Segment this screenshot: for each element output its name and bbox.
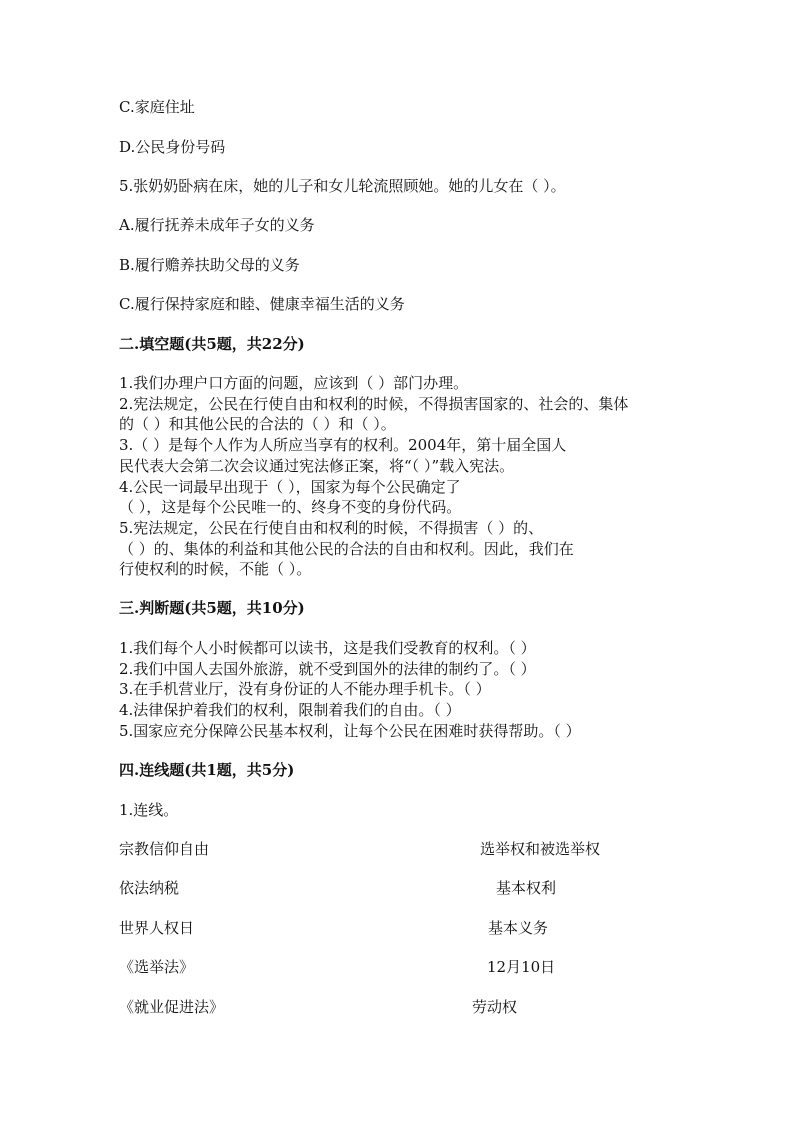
fill-line: 5.宪法规定，公民在行使自由和权利的时候，不得损害（ ）的、 [119,519,544,537]
match-right-item: 选举权和被选举权 [480,840,601,858]
fill-line: 4.公民一词最早出现于（ ），国家为每个公民确定了 [119,478,461,496]
match-right-item: 12月10日 [487,958,556,976]
match-left-item: 《选举法》 [119,958,195,976]
match-right-item: 基本权利 [496,879,557,897]
q4-option-c: C.家庭住址 [119,98,195,116]
judge-line: 2.我们中国人去国外旅游，就不受到国外的法律的制约了。（ ） [119,660,536,678]
fill-line: 2.宪法规定，公民在行使自由和权利的时候，不得损害国家的、社会的、集体 [119,395,629,413]
fill-line: 行使权利的时候，不能（ ）。 [119,560,312,578]
fill-line: 的（ ）和其他公民的合法的（ ）和（ ）。 [119,415,396,433]
fill-line: 民代表大会第二次会议通过宪法修正案，将“（ ）”载入宪法。 [119,457,515,475]
match-left-item: 宗教信仰自由 [119,840,210,858]
match-right-item: 基本义务 [488,919,549,937]
section-4-heading: 四.连线题(共1题，共5分) [119,761,295,779]
q4-option-d: D.公民身份号码 [119,138,226,156]
fill-line: （ ），这是每个公民唯一的、终身不变的身份代码。 [119,498,462,516]
section-3-heading: 三.判断题(共5题，共10分) [119,599,305,617]
judge-line: 1.我们每个人小时候都可以读书，这是我们受教育的权利。（ ） [119,639,536,657]
q5-option-b: B.履行赡养扶助父母的义务 [119,256,300,274]
fill-line: （ ）的、集体的利益和其他公民的合法的自由和权利。因此，我们在 [119,540,574,558]
judge-line: 5.国家应充分保障公民基本权利，让每个公民在困难时获得帮助。（ ） [119,722,581,740]
judge-line: 3.在手机营业厅，没有身份证的人不能办理手机卡。（ ） [119,680,491,698]
q5-option-c: C.履行保持家庭和睦、健康幸福生活的义务 [119,295,405,313]
fill-line: 3.（ ）是每个人作为人所应当享有的权利。2004年，第十届全国人 [119,436,567,454]
section-2-heading: 二.填空题(共5题，共22分) [119,335,305,353]
q5-stem: 5.张奶奶卧病在床，她的儿子和女儿轮流照顾她。她的儿女在（ ）。 [119,177,566,195]
match-left-item: 依法纳税 [119,879,180,897]
judge-line: 4.法律保护着我们的权利，限制着我们的自由。（ ） [119,701,461,719]
match-question: 1.连线。 [119,801,179,819]
match-right-item: 劳动权 [472,998,518,1016]
match-left-item: 世界人权日 [119,919,195,937]
q5-option-a: A.履行抚养未成年子女的义务 [119,216,315,234]
fill-line: 1.我们办理户口方面的问题，应该到（ ）部门办理。 [119,374,469,392]
match-left-item: 《就业促进法》 [119,998,225,1016]
